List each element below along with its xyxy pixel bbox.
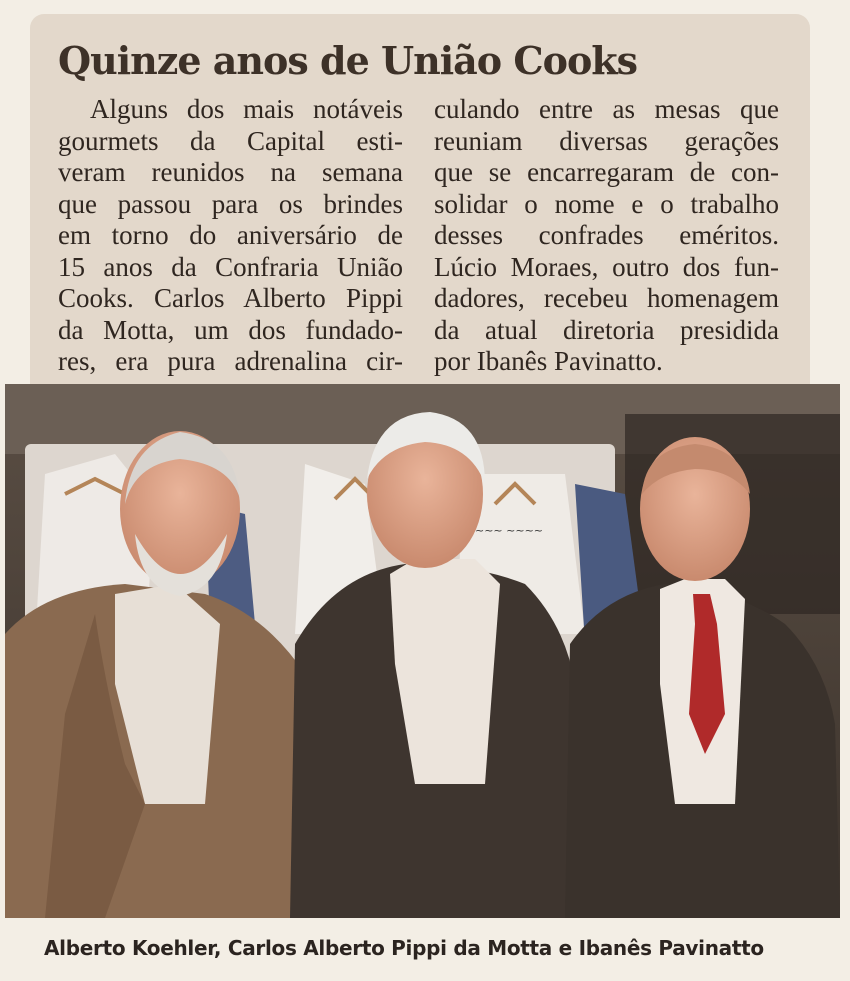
text-line: por Ibanês Pavinatto. [434,346,663,376]
headline: Quinze anos de União Cooks [58,38,638,83]
column-left [58,94,403,378]
text-line: gourmets da Capital esti- [58,125,403,156]
text-line: desses confrades eméritos. [434,220,779,250]
text-line: veram reunidos na semana [58,157,403,187]
text-line: dadores, recebeu homenagem [434,283,779,313]
text-line: Cooks. Carlos Alberto Pippi [58,283,403,313]
text-line: da atual diretoria presidida [434,314,779,345]
text-line: 15 anos da Confraria União [58,251,403,282]
text-line: que passou para os brindes [58,188,403,219]
apron-print: ~~~ ~~~~ [475,524,544,537]
column-right [434,94,779,378]
text-line: culando entre as mesas que [434,94,779,124]
text-line: que se encarregaram de con- [434,157,779,187]
text-line: solidar o nome e o trabalho [434,188,779,219]
text-line: da Motta, um dos fundado- [58,314,403,345]
text-line: em torno do aniversário de [58,220,403,250]
text-line: Alguns dos mais notáveis [90,94,403,124]
text-line: res, era pura adrenalina cir- [58,346,403,376]
text-line: Lúcio Moraes, outro dos fun- [434,251,779,282]
text-line: reuniam diversas gerações [434,125,779,156]
photo-illustration [5,384,840,918]
photo-three-men [5,384,840,918]
photo-caption: Alberto Koehler, Carlos Alberto Pippi da Motta e Ibanês Pavinatto [44,936,764,960]
